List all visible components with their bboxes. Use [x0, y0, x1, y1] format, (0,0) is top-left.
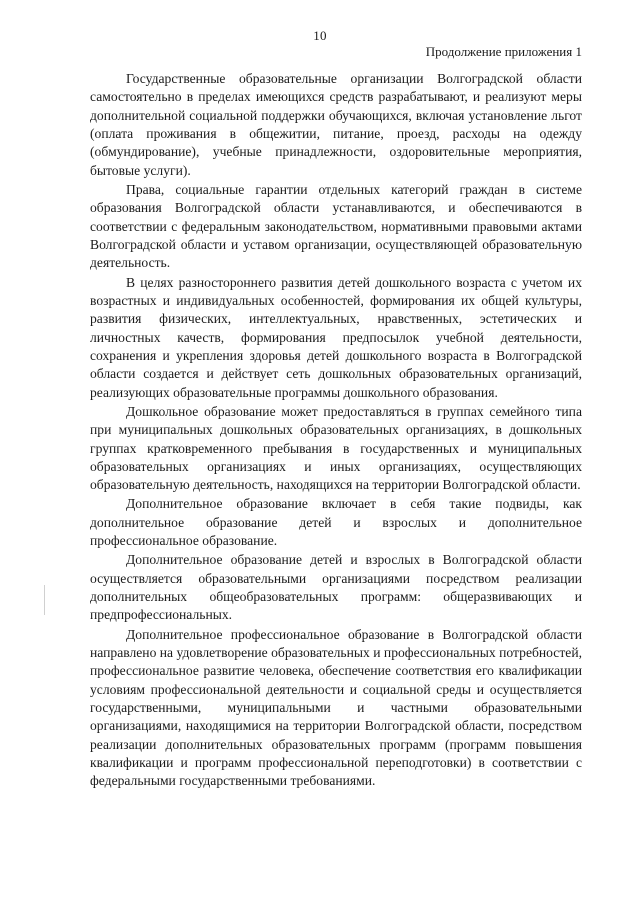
- appendix-continuation-label: Продолжение приложения 1: [425, 44, 582, 59]
- paragraph-additional-education-children-adults: Дополнительное образование детей и взрослых в Волгоградской области осуществляется образовательными организациями посредством реализации дополнительных общеобразовательных программ: общеразвивающих и предпрофессиональных.: [90, 552, 582, 623]
- paragraph-preschool-network: В целях разностороннего развития детей дошкольного возраста с учетом их возрастных и индивидуальных особенностей, формирования их общей культуры, развития физических, интеллектуальных, нравственных, эстетических и личностных качеств, формирования предпосылок учебной деятельности, сохранения и укрепления здоровья детей дошкольного возраста в Волгоградской области создается и действует сеть дошкольных образовательных организаций, реализующих образовательные программы дошкольного образования.: [90, 274, 582, 400]
- page-number: 10: [313, 28, 327, 43]
- margin-mark: [44, 585, 45, 615]
- paragraph-additional-professional-education: Дополнительное профессиональное образование в Волгоградской области направлено на удовлетворение образовательных и профессиональных потребностей, профессиональное развитие человека, обеспечение соответствия его квалификации условиям профессиональной деятельности и социальной среды и осуществляется государственными, муниципальными и частными образовательными организациями, находящимися на территории Волгоградской области, посредством реализации дополнительных образовательных программ (программ повышения квалификации и программ профессиональной переподготовки) в соответствии с федеральными государственными требованиями.: [90, 626, 582, 789]
- document-body: [90, 70, 582, 792]
- paragraph-additional-education-types: Дополнительное образование включает в себя такие подвиды, как дополнительное образование детей и взрослых и дополнительное профессиональное образование.: [90, 496, 582, 549]
- paragraph-social-support: Государственные образовательные организации Волгоградской области самостоятельно в пределах имеющихся средств разрабатывают, и реализуют меры дополнительной социальной поддержки обучающихся, включая установление льгот (оплата проживания в общежитии, питание, проезд, расходы на одежду (обмундирование), учебные принадлежности, оздоровительные мероприятия, бытовые услуги).: [90, 71, 582, 178]
- paragraph-social-guarantees: Права, социальные гарантии отдельных категорий граждан в системе образования Волгоградской области устанавливаются, и обеспечиваются в соответствии с федеральным законодательством, нормативными правовыми актами Волгоградской области и уставом организации, осуществляющей образовательную деятельность.: [90, 181, 582, 271]
- paragraph-preschool-groups: Дошкольное образование может предоставляться в группах семейного типа при муниципальных дошкольных образовательных организациях, в дошкольных группах кратковременного пребывания в государственных и муниципальных образовательных организациях и иных организациях, осуществляющих образовательную деятельность, находящихся на территории Волгоградской области.: [90, 403, 582, 493]
